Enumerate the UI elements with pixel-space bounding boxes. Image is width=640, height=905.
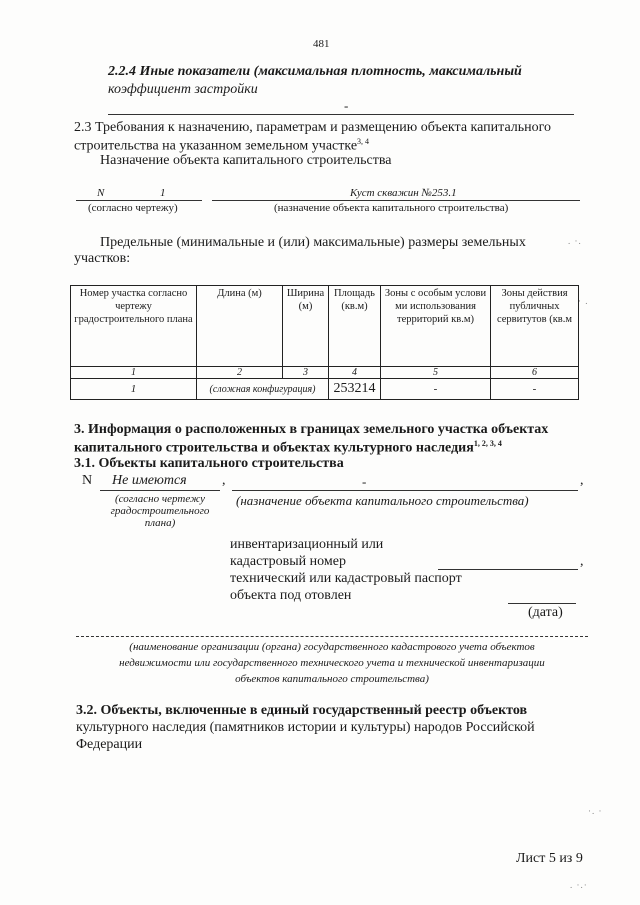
cell-area: 253214 [329, 379, 381, 400]
purpose-value-underline [212, 200, 580, 201]
objects-number-underline [100, 490, 220, 491]
col-number: 1 [71, 367, 197, 379]
inventory-comma: , [580, 554, 584, 569]
header-length: Длина (м) [197, 286, 283, 367]
scan-speck: . ·.· [570, 880, 588, 890]
objects-comma-end: , [580, 473, 584, 488]
scan-speck: ·. · [588, 806, 603, 816]
caption-per-drawing: (согласно чертежу) [88, 202, 178, 214]
section-3-heading-line1: 3. Информация о расположенных в границах земельного участка объектах [74, 422, 549, 437]
scan-speck: · . [578, 296, 589, 306]
inventory-label-line1: инвентаризационный или [230, 537, 384, 552]
plot-number-underline [76, 200, 202, 201]
header-area: Площадь (кв.м) [329, 286, 381, 367]
date-underline [508, 603, 576, 604]
table-header-row [71, 286, 579, 367]
organization-underline [76, 636, 588, 637]
cell-plot-number: 1 [71, 379, 197, 400]
cell-easements: - [491, 379, 579, 400]
plot-number: 1 [160, 187, 166, 199]
cell-configuration: (сложная конфигурация) [197, 379, 329, 400]
section-2-2-4-line2: коэффициент застройки [108, 82, 258, 97]
limits-line2: участков: [74, 251, 131, 266]
section-3-2-line1: 3.2. Объекты, включенные в единый государственный реестр объектов [76, 703, 528, 718]
sheet-counter: Лист 5 из 9 [516, 851, 583, 866]
inventory-underline [438, 569, 578, 570]
date-label: (дата) [528, 605, 563, 620]
col-number: 5 [381, 367, 491, 379]
passport-label-line2: объекта под отовлен [230, 588, 352, 603]
inventory-label-line2: кадастровый номер [230, 554, 346, 569]
purpose-label: Назначение объекта капитального строительства [100, 153, 392, 168]
section-3-1-heading: 3.1. Объекты капитального строительства [74, 456, 344, 471]
table-number-row [71, 367, 579, 379]
caption-purpose: (назначение объекта капитального строительства) [274, 202, 509, 214]
passport-label-line1: технический или кадастровый паспорт [230, 571, 462, 586]
col-number: 4 [329, 367, 381, 379]
objects-comma: , [222, 473, 226, 488]
header-width: Ширина (м) [283, 286, 329, 367]
objects-none-value: Не имеются [112, 473, 187, 488]
objects-caption-right: (назначение объекта капитального строительства) [236, 493, 529, 508]
limits-line1: Предельные (минимальные и (или) максимальные) размеры земельных [100, 235, 526, 250]
n-prefix: N [97, 187, 105, 199]
organization-caption: (наименование организации (органа) государственного кадастрового учета объектов недвижимости или государственного технического учета и технической инвентаризации объектов капитального строительства) [119, 641, 545, 685]
objects-caption-left: (согласно чертежу градостроительного плана) [110, 493, 210, 529]
objects-purpose-underline [232, 490, 578, 491]
scan-speck: . ·. [568, 236, 582, 246]
purpose-value: Куст скважин №253.1 [350, 187, 457, 199]
section-3-2-line3: Федерации [76, 737, 143, 752]
table-row [71, 379, 579, 400]
section-2-3-heading-line2: строительства на указанном земельном участке$^{3, 4}$ [74, 137, 370, 154]
plot-size-table [70, 285, 579, 400]
objects-purpose-value: - [362, 474, 367, 489]
section-2-2-4-value: - [344, 98, 349, 113]
header-special-zones: Зоны с особым услови ми использования территорий кв.м) [381, 286, 491, 367]
section-3-2-line2: культурного наследия (памятников истории и культуры) народов Российской [76, 720, 535, 735]
header-plot-number: Номер участка согласно чертежу градостроительного плана [71, 286, 197, 367]
col-number: 3 [283, 367, 329, 379]
cell-special-zones: - [381, 379, 491, 400]
objects-n-prefix: N [82, 473, 93, 488]
section-2-2-4-underline [108, 114, 574, 115]
header-easements: Зоны действия публичных сервитутов (кв.м [491, 286, 579, 367]
section-2-3-heading-line1: 2.3 Требования к назначению, параметрам и размещению объекта капитального [74, 120, 552, 135]
page-number: 481 [313, 38, 330, 50]
section-3-heading-line2: капитального строительства и объектах культурного наследия$^{1, 2, 3, 4}$ [74, 439, 502, 456]
section-2-2-4-line1: 2.2.4 Иные показатели (максимальная плотность, максимальный [108, 64, 522, 79]
col-number: 6 [491, 367, 579, 379]
col-number: 2 [197, 367, 283, 379]
